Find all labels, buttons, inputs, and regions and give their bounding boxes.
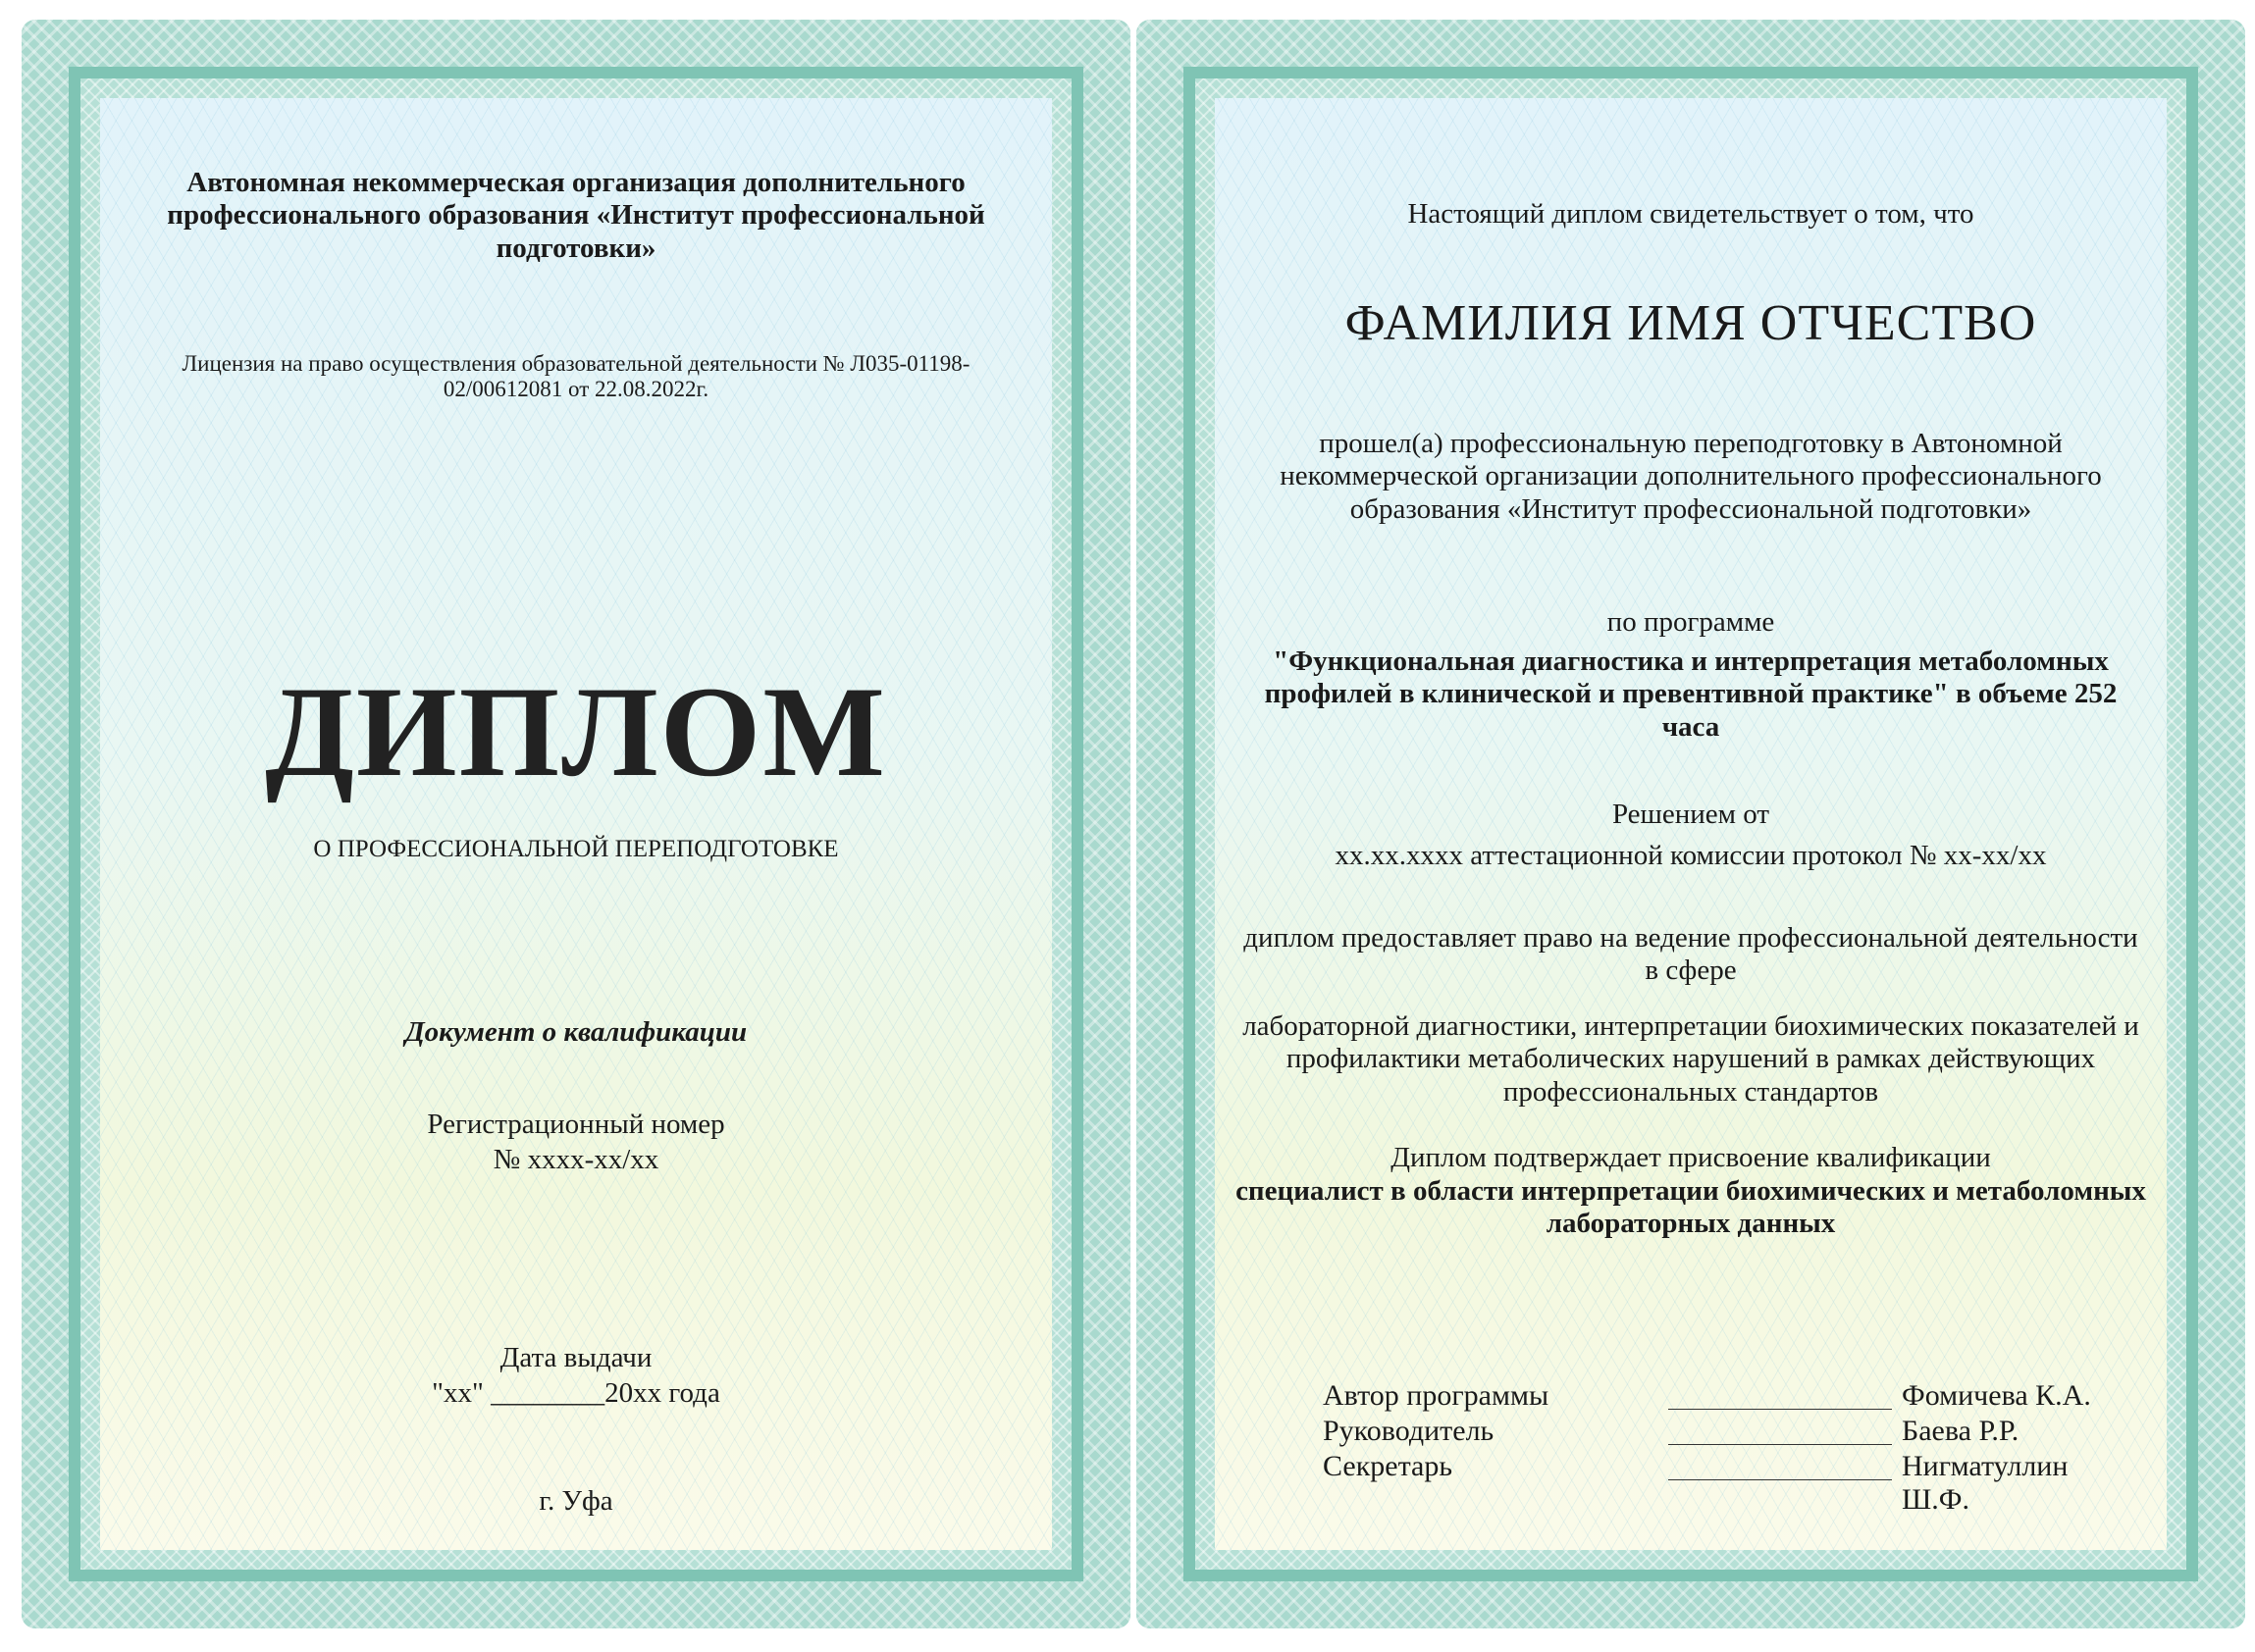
diploma-subtitle: О ПРОФЕССИОНАЛЬНОЙ ПЕРЕПОДГОТОВКЕ [313, 836, 839, 862]
registration-number: № xxxx-xx/xx [493, 1144, 659, 1175]
professional-sphere: лабораторной диагностики, интерпретации биохимических показателей и профилактики метаболических нарушений в рамках действующих профессиональных стандартов [1242, 1010, 2139, 1108]
organization-name: Автономная некоммерческая организация дополнительного профессионального образования «Институт профессиональной подготовки» [167, 167, 985, 264]
diploma-right-page [1136, 20, 2245, 1628]
issue-date-value: "xx" ________20xx года [432, 1377, 720, 1409]
signature-line [1668, 1444, 1892, 1445]
graduate-full-name: ФАМИЛИЯ ИМЯ ОТЧЕСТВО [1344, 295, 2037, 351]
qualification-label: Диплом подтверждает присвоение квалификации [1390, 1142, 1991, 1173]
signature-row [1323, 1379, 2108, 1417]
diploma-left-page [22, 20, 1130, 1628]
signature-row [1323, 1415, 2108, 1452]
qualification-name: специалист в области интерпретации биохимических и метаболомных лабораторных данных [1235, 1175, 2146, 1240]
document-type: Документ о квалификации [404, 1016, 748, 1048]
issue-date-label: Дата выдачи [499, 1342, 653, 1373]
completion-text: прошел(а) профессиональную переподготовку в Автономной некоммерческой организации дополнительного профессионального образования «Институт профессиональной подготовки» [1280, 428, 2102, 525]
signature-name: Баева Р.Р. [1902, 1415, 2019, 1447]
signature-name: Нигматуллин Ш.Ф. [1902, 1450, 2069, 1516]
city: г. Уфа [539, 1485, 613, 1517]
decision-label: Решением от [1611, 799, 1770, 830]
signature-role: Руководитель [1323, 1415, 1495, 1447]
signature-line [1668, 1409, 1892, 1410]
professional-right-text: диплом предоставляет право на ведение профессиональной деятельности в сфере [1243, 922, 2138, 987]
diploma-title: ДИПЛОМ [265, 659, 887, 803]
commission-decision: xx.xx.xxxx аттестационной комиссии протокол № xx-xx/xx [1335, 840, 2047, 871]
left-page-content [100, 98, 1052, 1550]
program-label: по программе [1606, 606, 1775, 638]
license-text: Лицензия на право осуществления образовательной деятельности № Л035-01198-02/00612081 от 22.08.2022г. [182, 351, 970, 402]
certifies-text: Настоящий диплом свидетельствует о том, что [1407, 198, 1974, 230]
right-page-content [1215, 98, 2167, 1550]
registration-label: Регистрационный номер [427, 1109, 725, 1140]
signature-role: Секретарь [1323, 1450, 1453, 1482]
signature-name: Фомичева К.А. [1902, 1379, 2091, 1412]
program-name: "Функциональная диагностика и интерпретация метаболомных профилей в клинической и превентивной практике" в объеме 252 часа [1264, 645, 2118, 743]
signature-line [1668, 1479, 1892, 1480]
signature-role: Автор программы [1323, 1379, 1549, 1412]
signature-row [1323, 1450, 2108, 1516]
